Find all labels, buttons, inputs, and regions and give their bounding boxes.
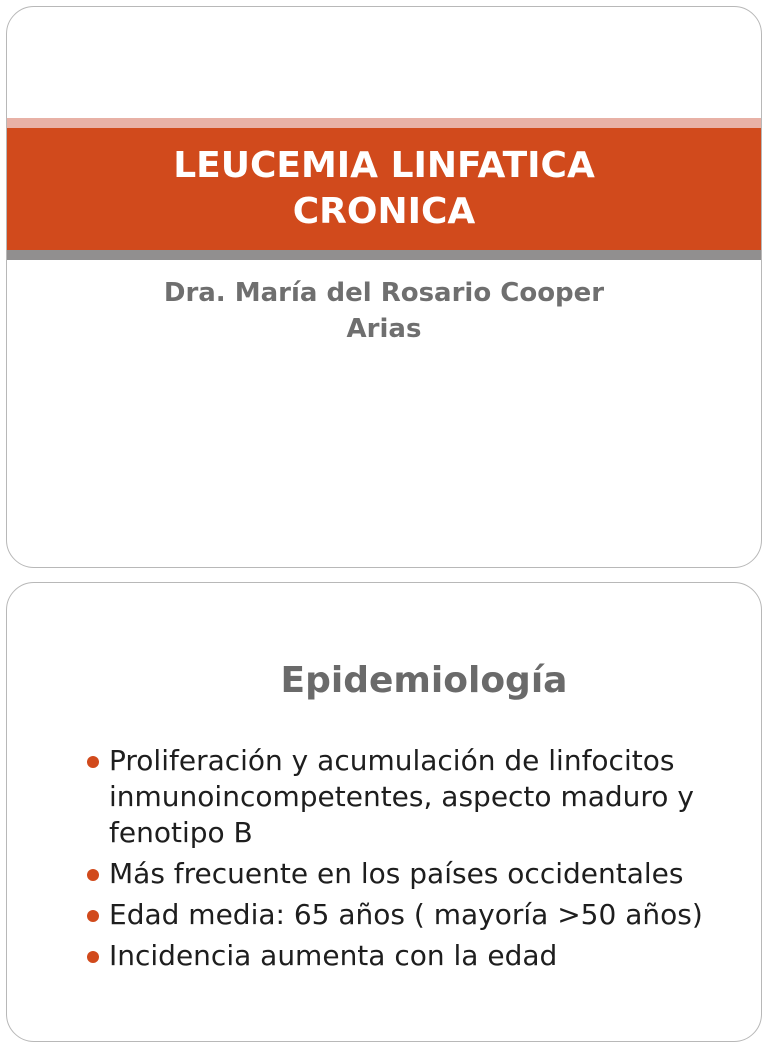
- bullet-item: [85, 897, 745, 933]
- bullet-text: Más frecuente en los países occidentales: [109, 857, 684, 890]
- slide-title-line2: CRONICA: [292, 191, 476, 232]
- bullet-dot-icon: [87, 951, 99, 963]
- content-slide: [6, 582, 762, 1042]
- slide-subtitle: [67, 275, 701, 347]
- slide-title: [104, 143, 664, 235]
- title-band-bottom-stripe: [7, 250, 761, 260]
- bullet-text: Proliferación y acumulación de linfocitos inmunoincompetentes, aspecto maduro y fenotipo B: [109, 744, 694, 849]
- bullet-item: [85, 856, 745, 892]
- slide-subtitle-line1: Dra. María del Rosario Cooper: [163, 278, 605, 308]
- bullet-dot-icon: [87, 756, 99, 768]
- bullet-list: [85, 743, 745, 979]
- bullet-item: [85, 938, 745, 974]
- bullet-text: Edad media: 65 años ( mayoría >50 años): [109, 898, 703, 931]
- bullet-text: Incidencia aumenta con la edad: [109, 939, 558, 972]
- slide-heading: Epidemiología: [280, 660, 568, 701]
- bullet-dot-icon: [87, 869, 99, 881]
- bullet-dot-icon: [87, 910, 99, 922]
- bullet-item: [85, 743, 745, 851]
- title-band-top-stripe: [7, 118, 761, 128]
- title-band: [7, 128, 761, 250]
- slide-subtitle-line2: Arias: [346, 314, 422, 344]
- title-slide: [6, 6, 762, 568]
- slide-title-line1: LEUCEMIA LINFATICA: [173, 145, 595, 186]
